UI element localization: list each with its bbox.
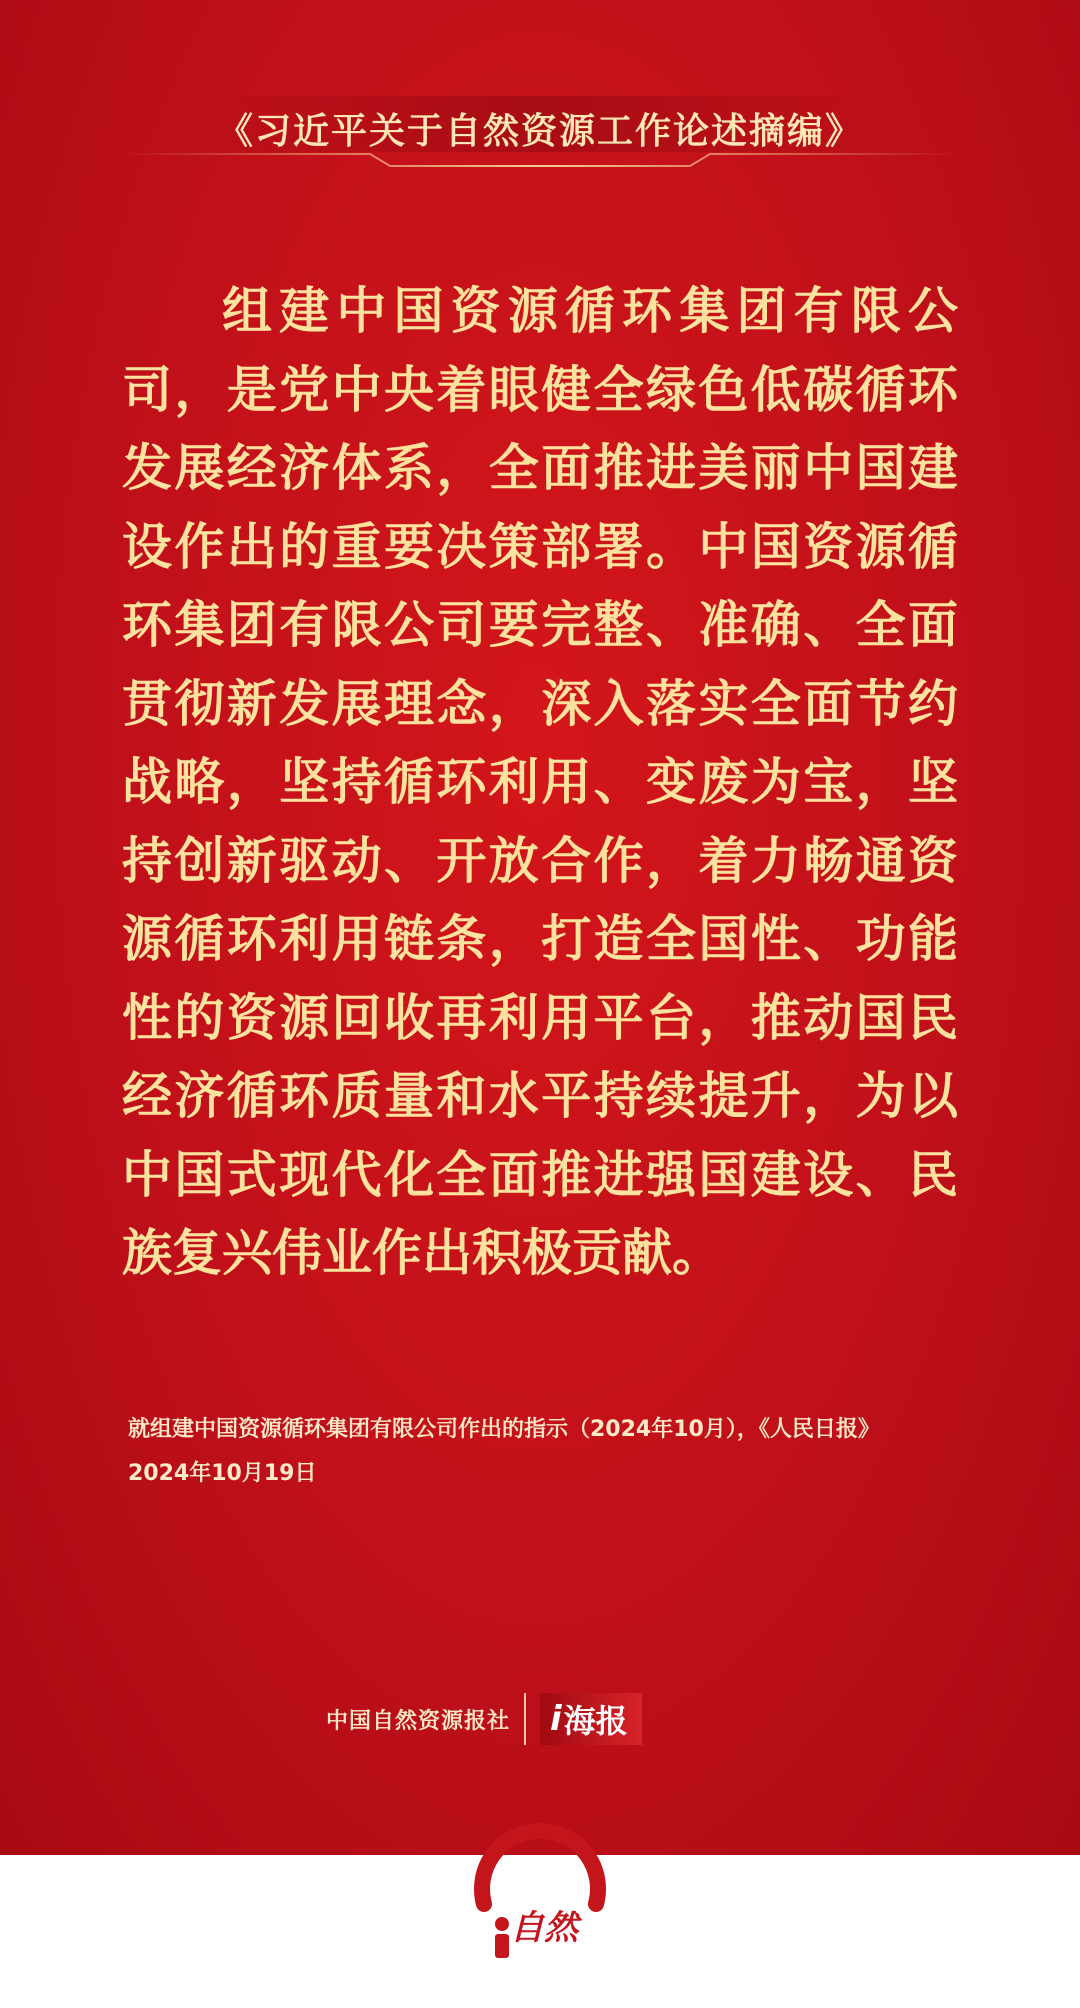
source-line-2: 2024年10月19日	[128, 1461, 317, 1486]
source-citation	[128, 1408, 968, 1496]
iziran-logo-text: 自然	[510, 1908, 578, 1948]
title-banner	[120, 88, 960, 168]
footer-branding	[326, 1688, 642, 1750]
collection-title: 《习近平关于自然资源工作论述摘编》	[216, 109, 863, 152]
quote-body: 组建中国资源循环集团有限公司，是党中央着眼健全绿色低碳循环发展经济体系，全面推进美丽中国建设作出的重要决策部署。中国资源循环集团有限公司要完整、准确、全面贯彻新发展理念，深入落实全面节约战略，坚持循环利用、变废为宝，坚持创新驱动、开放合作，着力畅通资源循环利用链条，打造全国性、功能性的资源回收再利用平台，推动国民经济循环质量和水平持续提升，为以中国式现代化全面推进强国建设、民族复兴伟业作出积极贡献。	[122, 281, 958, 1282]
ihaibao-text: 海报	[563, 1702, 628, 1740]
ihaibao-i-glyph: i	[550, 1699, 562, 1739]
footer-divider	[524, 1693, 526, 1745]
source-line-1: 就组建中国资源循环集团有限公司作出的指示（2024年10月），《人民日报》	[128, 1417, 880, 1442]
ihaibao-logo	[540, 1693, 642, 1745]
press-name: 中国自然资源报社	[326, 1707, 511, 1734]
